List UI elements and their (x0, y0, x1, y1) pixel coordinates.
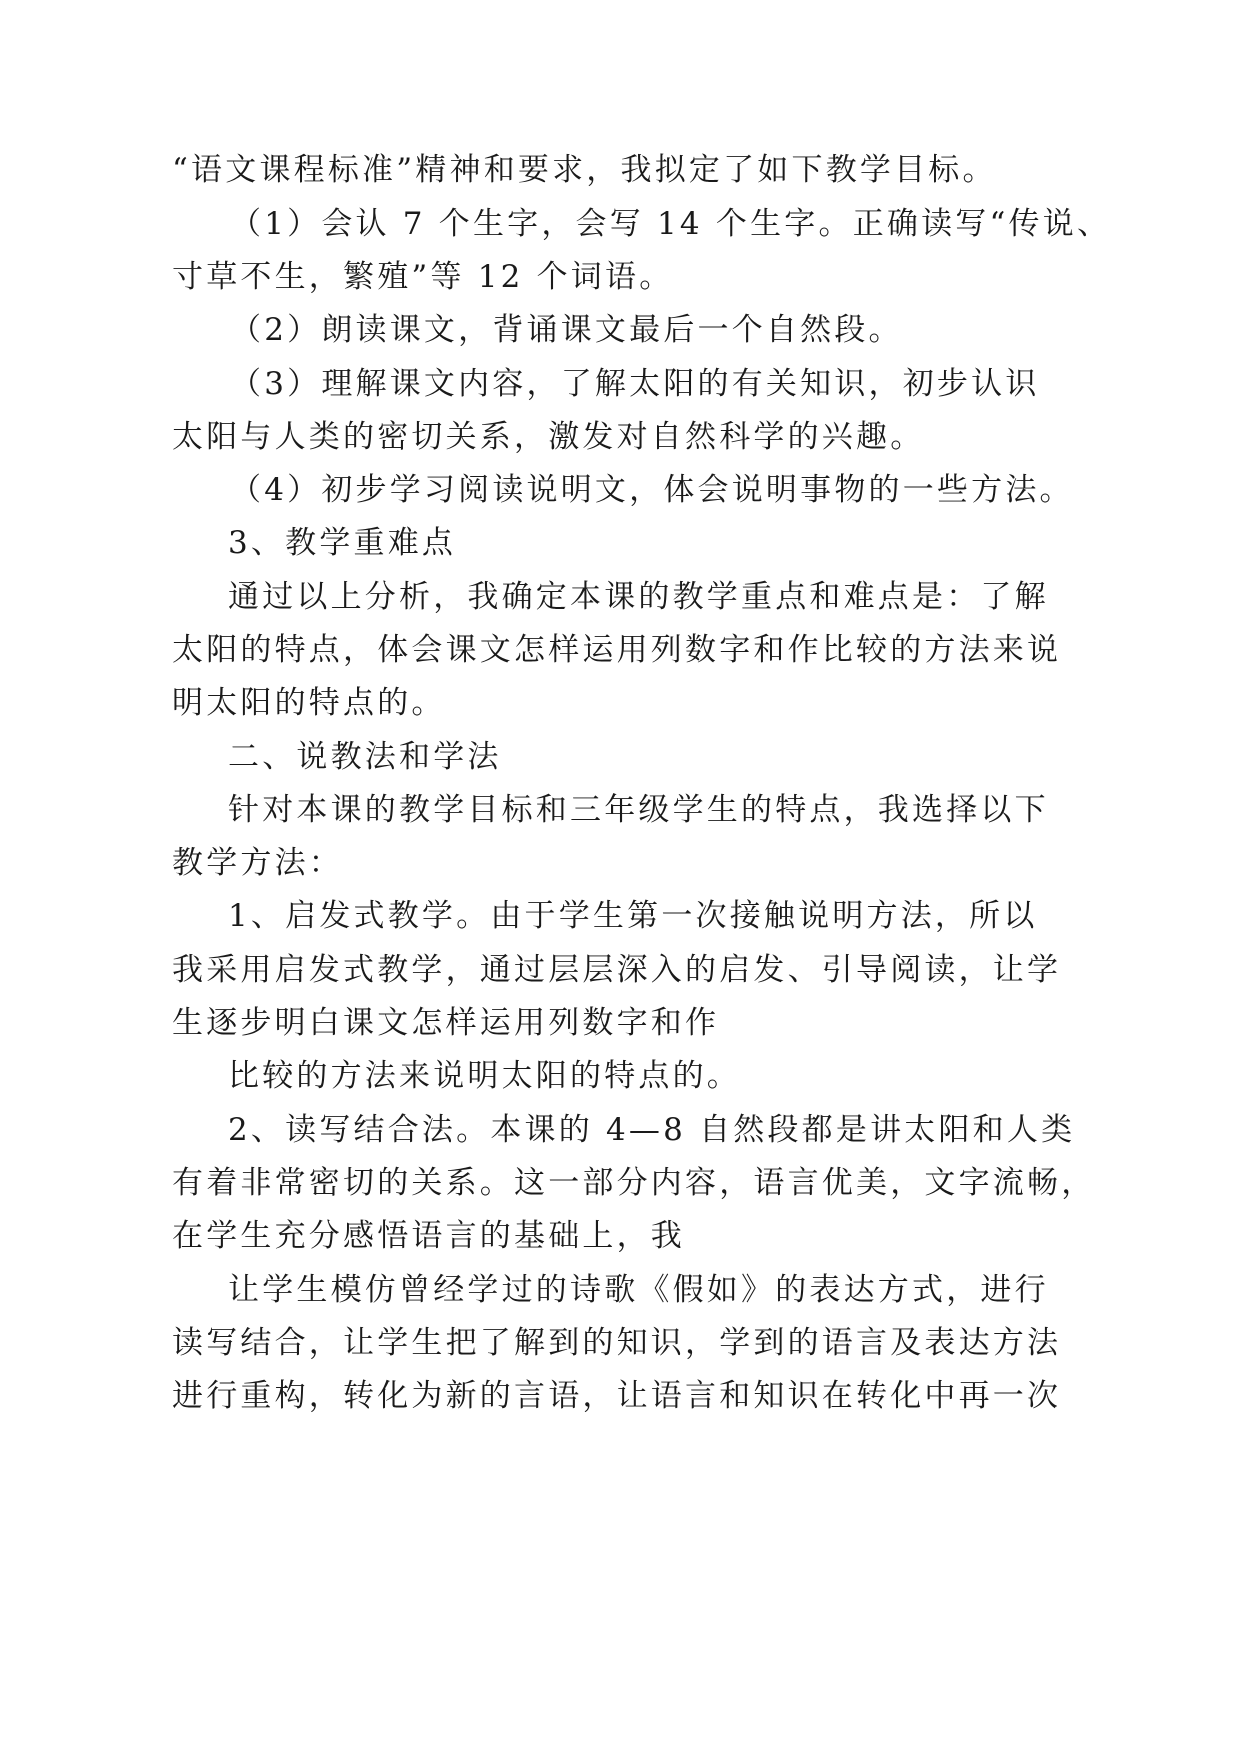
text-line: 2、读写结合法。本课的 4—8 自然段都是讲太阳和人类 (228, 1112, 1076, 1148)
text-line: 明太阳的特点的。 (172, 685, 446, 721)
text-line: 我采用启发式教学，通过层层深入的启发、引导阅读，让学 (172, 952, 1062, 988)
text-line: 通过以上分析，我确定本课的教学重点和难点是：了解 (228, 579, 1049, 615)
text-line: （3）理解课文内容，了解太阳的有关知识，初步认识 (230, 366, 1040, 402)
text-line: 在学生充分感悟语言的基础上，我 (172, 1218, 685, 1254)
text-line: 寸草不生，繁殖”等 12 个词语。 (172, 259, 674, 295)
section-heading: 二、说教法和学法 (228, 739, 502, 775)
text-line: 太阳的特点，体会课文怎样运用列数字和作比较的方法来说 (172, 632, 1062, 668)
text-line: “语文课程标准”精神和要求，我拟定了如下教学目标。 (172, 152, 997, 188)
text-line: 1、启发式教学。由于学生第一次接触说明方法，所以 (228, 898, 1038, 934)
text-line: 针对本课的教学目标和三年级学生的特点，我选择以下 (228, 792, 1049, 828)
text-line: （1）会认 7 个生字，会写 14 个生字。正确读写“传说、 (230, 206, 1112, 242)
text-line: 太阳与人类的密切关系，激发对自然科学的兴趣。 (172, 419, 925, 455)
text-line: 让学生模仿曾经学过的诗歌《假如》的表达方式，进行 (228, 1272, 1049, 1308)
text-line: 有着非常密切的关系。这一部分内容，语言优美，文字流畅， (172, 1165, 1096, 1201)
text-line: 教学方法： (172, 845, 343, 881)
text-line: （2）朗读课文，背诵课文最后一个自然段。 (230, 312, 903, 348)
text-line: 生逐步明白课文怎样运用列数字和作 (172, 1005, 720, 1041)
text-line: 进行重构，转化为新的言语，让语言和知识在转化中再一次 (172, 1378, 1062, 1414)
section-heading: 3、教学重难点 (228, 525, 457, 561)
text-line: 比较的方法来说明太阳的特点的。 (228, 1058, 741, 1094)
text-line: 读写结合，让学生把了解到的知识，学到的语言及表达方法 (172, 1325, 1062, 1361)
text-line: （4）初步学习阅读说明文，体会说明事物的一些方法。 (230, 472, 1074, 508)
